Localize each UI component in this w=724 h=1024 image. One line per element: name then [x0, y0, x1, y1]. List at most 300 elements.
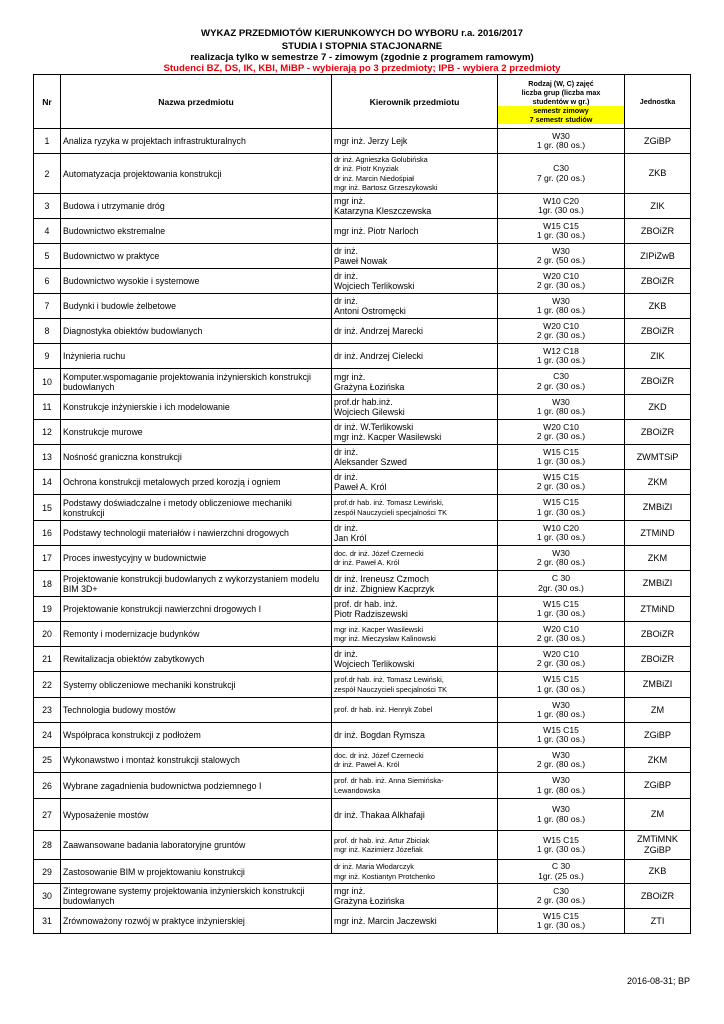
unit-line: ZGiBP — [643, 845, 672, 855]
head-line: Katarzyna Kleszczewska — [334, 206, 432, 216]
head-line: dr inż. Andrzej Cielecki — [334, 351, 423, 361]
unit — [625, 831, 691, 860]
unit-line: ZKM — [647, 754, 668, 765]
class-type-line: C 30 — [551, 573, 571, 583]
row-number: 17 — [34, 546, 61, 571]
class-type-line: 2 gr. (30 os.) — [536, 633, 586, 643]
unit-line: ZKB — [648, 168, 667, 178]
unit — [625, 420, 691, 445]
class-type-line: W15 C15 — [543, 724, 579, 735]
class-type-line: 2gr. (30 os.) — [538, 582, 584, 593]
head-line: doc. dr inż. Józef Czernecki — [334, 750, 424, 760]
class-type-line: 1 gr. (80 os.) — [536, 709, 586, 719]
class-type-line: C30 — [553, 371, 569, 381]
head-line: Wojciech Terlikowski — [334, 281, 415, 291]
unit — [625, 219, 691, 244]
unit-line: ZTI — [650, 915, 665, 926]
class-type-line: W30 — [552, 130, 570, 141]
table-row — [34, 420, 691, 445]
unit-line: ZWMTSiP — [636, 451, 679, 462]
row-number: 24 — [34, 723, 61, 748]
class-type-line: C30 — [553, 885, 569, 896]
class-type-line: W10 C20 — [543, 522, 579, 533]
table-row — [34, 244, 691, 269]
head-line: Piotr Radziszewski — [334, 609, 408, 619]
head-line: dr inż. — [334, 447, 358, 457]
row-number: 22 — [34, 672, 61, 698]
head-line: mgr inż. Kazimierz Józefiak — [334, 845, 423, 854]
class-type — [498, 129, 625, 154]
class-type-line: 2 gr. (80 os.) — [536, 759, 586, 769]
subject-head — [332, 470, 498, 495]
table-row — [34, 319, 691, 344]
unit-line: ZKB — [648, 866, 667, 876]
class-type-line: 1 gr. (80 os.) — [536, 813, 586, 824]
head-line: Jan Król — [334, 533, 367, 543]
subject-name: Budownictwo ekstremalne — [61, 219, 332, 244]
row-number: 20 — [34, 622, 61, 647]
unit — [625, 546, 691, 571]
class-type-line: 2 gr. (30 os.) — [536, 658, 586, 668]
unit-line: ZBOiZR — [640, 628, 675, 639]
unit-line: ZIPiZwB — [640, 250, 675, 261]
class-type-line: W30 — [552, 804, 570, 814]
class-type — [498, 622, 625, 647]
subject-head — [332, 698, 498, 723]
row-number: 12 — [34, 420, 61, 445]
head-line: prof.dr hab. inż. Tomasz Lewiński, — [334, 498, 444, 508]
unit-line: ZBOiZR — [640, 325, 675, 336]
subject-name: Zrównoważony rozwój w praktyce inżynierskiej — [61, 909, 332, 934]
subject-head — [332, 269, 498, 294]
subject-head — [332, 909, 498, 934]
head-line: mgr inż. — [334, 886, 366, 896]
row-number: 26 — [34, 773, 61, 799]
class-type-line: W15 C15 — [543, 446, 579, 457]
unit — [625, 723, 691, 748]
table-row — [34, 831, 691, 860]
class-type — [498, 495, 625, 521]
head-line: prof. dr hab. inż. Anna Siemińska- — [334, 776, 444, 786]
head-line: Grażyna Łozińska — [334, 381, 405, 392]
row-number: 31 — [34, 909, 61, 934]
subject-head — [332, 622, 498, 647]
table-row — [34, 219, 691, 244]
head-line: dr inż. — [334, 246, 358, 256]
class-type — [498, 909, 625, 934]
class-type — [498, 546, 625, 571]
class-type-line: W20 C10 — [543, 320, 579, 331]
class-type — [498, 154, 625, 194]
subject-name: Budownictwo w praktyce — [61, 244, 332, 269]
subject-head — [332, 860, 498, 884]
row-number: 23 — [34, 698, 61, 723]
table-row — [34, 546, 691, 571]
subject-head — [332, 723, 498, 748]
subject-head — [332, 672, 498, 698]
class-type — [498, 344, 625, 369]
subject-name: Automatyzacja projektowania konstrukcji — [61, 154, 332, 194]
head-line: Lewandowska — [334, 785, 381, 795]
subject-name: Nośność graniczna konstrukcji — [61, 445, 332, 470]
class-type-line: W15 C15 — [543, 220, 579, 231]
unit-line: ZMBiZI — [642, 578, 673, 588]
class-type-line: 2 gr. (30 os.) — [536, 280, 586, 290]
unit — [625, 748, 691, 773]
subject-head — [332, 244, 498, 269]
table-row — [34, 194, 691, 219]
table-row — [34, 294, 691, 319]
subject-name: Konstrukcje murowe — [61, 420, 332, 445]
row-number: 4 — [34, 219, 61, 244]
subject-name: Technologia budowy mostów — [61, 698, 332, 723]
table-row — [34, 860, 691, 884]
class-type-line: C30 — [553, 163, 569, 173]
class-type-line: W30 — [552, 396, 570, 407]
class-type-line: W20 C10 — [543, 421, 579, 432]
table-row — [34, 622, 691, 647]
unit-line: ZTMiND — [640, 603, 675, 614]
class-type-line: W15 C15 — [543, 598, 579, 609]
document-title: WYKAZ PRZEDMIOTÓW KIERUNKOWYCH DO WYBORU r.a. 2016/2017 — [201, 28, 523, 39]
subject-name: Diagnostyka obiektów budowlanych — [61, 319, 332, 344]
subject-head — [332, 571, 498, 597]
row-number: 5 — [34, 244, 61, 269]
table-row — [34, 773, 691, 799]
unit-line: ZBOiZR — [640, 426, 675, 437]
unit-line: ZIK — [650, 350, 665, 361]
unit — [625, 395, 691, 420]
row-number: 2 — [34, 154, 61, 194]
head-line: dr inż. Thakaa Alkhafaji — [334, 809, 425, 820]
subject-name: Zaawansowane badania laboratoryjne gruntów — [61, 831, 332, 860]
head-line: dr inż. Zbigniew Kacprzyk — [334, 583, 435, 594]
table-row — [34, 269, 691, 294]
unit — [625, 129, 691, 154]
subject-name: Systemy obliczeniowe mechaniki konstrukcji — [61, 672, 332, 698]
col-header-rodzaj — [498, 75, 625, 129]
class-type — [498, 698, 625, 723]
class-type — [498, 420, 625, 445]
table-row — [34, 495, 691, 521]
class-type-line: 2 gr. (30 os.) — [536, 330, 586, 340]
unit — [625, 269, 691, 294]
subject-name: Proces inwestycyjny w budownictwie — [61, 546, 332, 571]
table-row — [34, 597, 691, 622]
unit — [625, 773, 691, 799]
class-type-line: W10 C20 — [543, 195, 579, 206]
subject-name: Zastosowanie BIM w projektowaniu konstrukcji — [61, 860, 332, 884]
head-line: Aleksander Szwed — [334, 457, 407, 467]
table-row — [34, 344, 691, 369]
head-line: Grażyna Łozińska — [334, 896, 405, 906]
unit — [625, 597, 691, 622]
subject-name: Remonty i modernizacje budynków — [61, 622, 332, 647]
unit — [625, 154, 691, 194]
head-line: Wojciech Gilewski — [334, 407, 405, 417]
subject-name: Projektowanie konstrukcji budowlanych z wykorzystaniem modelu BIM 3D+ — [61, 571, 332, 597]
subject-name: Wybrane zagadnienia budownictwa podziemnego I — [61, 773, 332, 799]
class-type-line: W20 C10 — [543, 648, 579, 659]
class-type-line: W15 C15 — [543, 471, 579, 482]
head-line: dr inż. — [334, 523, 358, 533]
class-type — [498, 723, 625, 748]
subject-head — [332, 773, 498, 799]
head-line: mgr inż. — [334, 371, 366, 382]
class-type — [498, 773, 625, 799]
head-line: mgr inż. Jerzy Lejk — [334, 136, 408, 146]
class-type-line: W30 — [552, 547, 570, 558]
class-type-line: W30 — [552, 775, 570, 785]
subject-head — [332, 154, 498, 194]
table-row — [34, 909, 691, 934]
unit — [625, 344, 691, 369]
row-number: 18 — [34, 571, 61, 597]
head-line: zespół Nauczycieli specjalności TK — [334, 507, 448, 517]
class-type-line: 1 gr. (80 os.) — [536, 406, 586, 416]
table-row — [34, 129, 691, 154]
rodzaj-line-3: studentów w gr.) — [532, 97, 590, 106]
row-number: 1 — [34, 129, 61, 154]
class-type-line: 2 gr. (30 os.) — [536, 431, 586, 441]
head-line: dr inż. — [334, 296, 358, 306]
unit — [625, 194, 691, 219]
unit — [625, 698, 691, 723]
class-type — [498, 369, 625, 395]
unit — [625, 799, 691, 831]
head-line: dr inż. W.Terlikowski — [334, 422, 414, 432]
subject-head — [332, 420, 498, 445]
unit — [625, 672, 691, 698]
row-number: 28 — [34, 831, 61, 860]
head-line: mgr inż. Kacper Wasilewski — [334, 432, 442, 442]
row-number: 3 — [34, 194, 61, 219]
unit-line: ZBOiZR — [640, 275, 675, 286]
row-number: 15 — [34, 495, 61, 521]
table-row — [34, 799, 691, 831]
class-type-line: 1 gr. (80 os.) — [536, 305, 586, 315]
table-row — [34, 395, 691, 420]
head-line: prof.dr hab.inż. — [334, 397, 393, 407]
unit — [625, 622, 691, 647]
head-line: prof. dr hab. inż. Henryk Zobel — [334, 705, 433, 715]
unit — [625, 860, 691, 884]
head-line: dr inż. Ireneusz Czmoch — [334, 573, 429, 584]
subject-name: Podstawy technologii materiałów i nawierzchni drogowych — [61, 521, 332, 546]
footer-date: 2016-08-31; BP — [626, 976, 690, 986]
unit-line: ZGiBP — [643, 135, 672, 146]
subject-name: Budowa i utrzymanie dróg — [61, 194, 332, 219]
row-number: 9 — [34, 344, 61, 369]
subject-name: Rewitalizacja obiektów zabytkowych — [61, 647, 332, 672]
subject-head — [332, 319, 498, 344]
head-line: dr inż. Maria Włodarczyk — [334, 862, 414, 872]
unit-line: ZKD — [648, 401, 667, 412]
unit — [625, 495, 691, 521]
class-type — [498, 647, 625, 672]
head-line: dr inż. Andrzej Marecki — [334, 326, 423, 336]
head-line: prof. dr hab. inż. Artur Zbiciak — [334, 835, 430, 845]
col-header-name: Nazwa przedmiotu — [61, 75, 332, 129]
unit-line: ZMBiZI — [642, 679, 673, 689]
subject-head — [332, 194, 498, 219]
subject-head — [332, 521, 498, 546]
unit — [625, 647, 691, 672]
unit-line: ZBOiZR — [640, 225, 675, 236]
class-type-line: 1 gr. (30 os.) — [536, 456, 586, 466]
selection-note: Studenci BZ, DS, IK, KBI, MiBP - wybierają po 3 przedmioty; IPB - wybiera 2 przedmioty — [163, 63, 561, 74]
subject-name: Inżynieria ruchu — [61, 344, 332, 369]
unit — [625, 909, 691, 934]
head-line: mgr inż. Marcin Jaczewski — [334, 916, 437, 926]
class-type-line: 1 gr. (30 os.) — [536, 734, 586, 744]
unit — [625, 369, 691, 395]
subject-head — [332, 129, 498, 154]
subject-name: Projektowanie konstrukcji nawierzchni drogowych I — [61, 597, 332, 622]
class-type — [498, 884, 625, 909]
class-type-line: W30 — [552, 245, 570, 256]
col-header-head: Kierownik przedmiotu — [332, 75, 498, 129]
row-number: 11 — [34, 395, 61, 420]
unit-line: ZBOiZR — [640, 890, 675, 901]
class-type-line: 7 gr. (20 os.) — [536, 172, 586, 183]
table-row — [34, 884, 691, 909]
table-row — [34, 154, 691, 194]
subject-head — [332, 495, 498, 521]
class-type-line: W20 C10 — [543, 270, 579, 281]
class-type — [498, 521, 625, 546]
unit — [625, 244, 691, 269]
subject-head — [332, 546, 498, 571]
class-type-line: 1 gr. (30 os.) — [536, 532, 586, 542]
unit-line: ZKB — [648, 300, 667, 311]
head-line: dr inż. Paweł A. Król — [334, 558, 400, 567]
row-number: 14 — [34, 470, 61, 495]
class-type-line: W30 — [552, 749, 570, 760]
unit — [625, 294, 691, 319]
table-row — [34, 470, 691, 495]
subject-head — [332, 395, 498, 420]
row-number: 10 — [34, 369, 61, 395]
class-type-line: 1 gr. (30 os.) — [536, 920, 586, 930]
unit — [625, 884, 691, 909]
class-type-line: W15 C15 — [543, 910, 579, 921]
subject-head — [332, 647, 498, 672]
unit — [625, 521, 691, 546]
table-row — [34, 748, 691, 773]
head-line: dr inż. Paweł A. Król — [334, 760, 400, 769]
class-type-line: W20 C10 — [543, 623, 579, 634]
row-number: 29 — [34, 860, 61, 884]
head-line: dr inż. Piotr Knyziak — [334, 164, 399, 174]
table-row — [34, 698, 691, 723]
table-header-row — [34, 75, 691, 129]
subject-name: Podstawy doświadczalne i metody obliczeniowe mechaniki konstrukcji — [61, 495, 332, 521]
row-number: 27 — [34, 799, 61, 831]
head-line: dr inż. Bogdan Rymsza — [334, 730, 425, 740]
subject-head — [332, 748, 498, 773]
head-line: dr inż. — [334, 649, 358, 659]
head-line: prof.dr hab. inż. Tomasz Lewiński, — [334, 675, 444, 685]
unit-line: ZIK — [650, 200, 665, 211]
row-number: 30 — [34, 884, 61, 909]
class-type-line: 1 gr. (30 os.) — [536, 608, 586, 618]
table-row — [34, 521, 691, 546]
head-line: Wojciech Terlikowski — [334, 659, 415, 669]
class-type-line: C 30 — [551, 861, 571, 871]
subject-head — [332, 799, 498, 831]
subject-head — [332, 831, 498, 860]
class-type-line: 1 gr. (30 os.) — [536, 683, 586, 694]
subject-name: Wyposażenie mostów — [61, 799, 332, 831]
unit-line: ZTMiND — [640, 527, 675, 538]
unit-line: ZMBiZI — [642, 502, 673, 512]
class-type-line: W12 C18 — [543, 345, 579, 356]
row-number: 6 — [34, 269, 61, 294]
unit-line: ZKM — [647, 552, 668, 563]
subject-head — [332, 344, 498, 369]
table-row — [34, 723, 691, 748]
head-line: dr inż. — [334, 271, 358, 281]
subject-name: Komputer.wspomaganie projektowania inżynierskich konstrukcji budowlanych — [61, 369, 332, 395]
class-type-line: W30 — [552, 295, 570, 306]
class-type — [498, 294, 625, 319]
class-type-line: 1gr. (30 os.) — [538, 205, 584, 215]
realization-note: realizacja tylko w semestrze 7 - zimowym (zgodnie z programem ramowym) — [190, 52, 534, 63]
unit-line: ZGiBP — [643, 729, 672, 740]
subject-name: Budownictwo wysokie i systemowe — [61, 269, 332, 294]
head-line: Antoni Ostromęcki — [334, 306, 406, 316]
head-line: mgr inż. Mieczysław Kalinowski — [334, 634, 436, 643]
unit — [625, 319, 691, 344]
table-body — [34, 129, 691, 934]
class-type-line: 1 gr. (80 os.) — [536, 140, 586, 150]
class-type-line: W15 C15 — [543, 674, 579, 684]
subject-name: Wykonawstwo i montaż konstrukcji stalowych — [61, 748, 332, 773]
class-type — [498, 395, 625, 420]
subject-name: Współpraca konstrukcji z podłożem — [61, 723, 332, 748]
rodzaj-line-2: liczba grup (liczba max — [521, 88, 601, 97]
class-type-line: 2 gr. (30 os.) — [536, 481, 586, 491]
unit-line: ZM — [650, 809, 665, 819]
subject-name: Analiza ryzyka w projektach infrastrukturalnych — [61, 129, 332, 154]
rodzaj-line-5: 7 semestr studiów — [498, 115, 624, 124]
unit-line: ZMTiMNK — [637, 834, 678, 844]
subject-head — [332, 219, 498, 244]
class-type — [498, 269, 625, 294]
subject-head — [332, 597, 498, 622]
head-line: zespół Nauczycieli specjalności TK — [334, 684, 448, 694]
head-line: mgr inż. — [334, 196, 366, 206]
head-line: Paweł Nowak — [334, 256, 388, 266]
row-number: 16 — [34, 521, 61, 546]
head-line: mgr inż. Kostiantyn Protchenko — [334, 871, 435, 881]
class-type — [498, 672, 625, 698]
class-type — [498, 799, 625, 831]
class-type-line: 2 gr. (80 os.) — [536, 557, 586, 567]
class-type-line: 2 gr. (50 os.) — [536, 255, 586, 265]
unit-line: ZKM — [647, 476, 668, 487]
col-header-nr: Nr — [34, 75, 61, 129]
subject-head — [332, 445, 498, 470]
head-line: doc. dr inż. Józef Czernecki — [334, 548, 424, 558]
class-type — [498, 571, 625, 597]
class-type — [498, 445, 625, 470]
class-type — [498, 470, 625, 495]
row-number: 25 — [34, 748, 61, 773]
class-type-line: W15 C15 — [543, 497, 579, 507]
table-row — [34, 647, 691, 672]
